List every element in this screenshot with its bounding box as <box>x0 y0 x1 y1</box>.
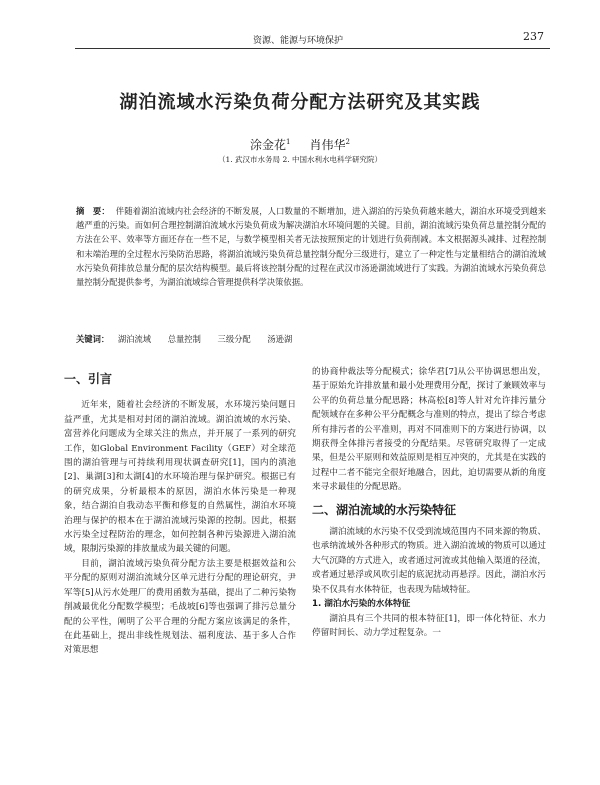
running-header <box>75 30 550 49</box>
author-list <box>0 136 600 153</box>
section-heading-characteristics: 二、湖泊流域的水污染特征 <box>312 502 457 517</box>
author-name: 肖伟华 <box>309 138 346 152</box>
author-name: 涂金花 <box>249 138 286 152</box>
right-column <box>312 365 546 640</box>
left-column <box>64 370 296 658</box>
author-affil-marker: 2 <box>345 138 351 146</box>
abstract-text: 伴随着湖泊流域内社会经济的不断发展，人口数量的不断增加，进入湖泊的污染负荷越来越大，湖泊水环境受到越来越严重的污染。而如何合理控制湖泊流域水污染负荷成为解决湖泊水环境问题的关键。目前，湖泊流域污染负荷总量控制分配的方法在公平、效率等方面还存在一些不足，与数学模型相关者无法按照预定的计划进行负荷削减。本文根据源头减排、过程控制和末端治理的全过程水污染防治思路，将湖泊流域污染负荷总量控制分配分三级进行，建立了一种定性与定量相结合的湖泊流域水污染负荷排放总量分配的层次结构模型。最后将该控制分配的过程在武汉市汤逊湖流域进行了实践。为湖泊流域水污染负荷总量控制分配提供参考，为湖泊流域综合管理提供科学决策依据。 <box>76 206 546 288</box>
body-paragraph: 湖泊流域的水污染不仅受到流域范围内不同来源的物质、也承纳流域外各种形式的物质。进入湖泊流域的物质可以通过大气沉降的方式进入，或者通过河流或其他输入渠道的径流，或者通过悬浮或风吹引起的底泥扰动再悬浮。因此，湖泊水污染不仅具有水体特征，也表现为陆域特征。 <box>312 527 546 595</box>
keyword: 三级分配 <box>217 334 251 344</box>
section-heading-introduction: 一、引言 <box>64 372 113 386</box>
abstract <box>76 204 546 289</box>
subsection-heading: 1. 湖泊水污染的水体特征 <box>312 599 411 610</box>
keywords <box>76 333 546 345</box>
keyword: 湖泊流域 <box>117 334 152 344</box>
body-paragraph: 近年来，随着社会经济的不断发展，水环境污染问题日益严重，尤其是相对封闭的湖泊流域。湖泊流域的水污染、富营养化问题成为全球关注的焦点，并开展了一系列的研究工作，如Global Environment Facility（GEF）对全球范围的湖泊管理与可持续利用现状调查研究[1]，国内的滇池[2]、巢湖[3]和太湖[4]的水环境治理与保护研究。根据已有的研究成果，分析最根本的原因，湖泊水体污染是一种现象，结合湖泊自我动态平衡和修复的自然属性，湖泊水环境治理与保护的根本在于湖泊流域污染源的控制。因此，根据水污染全过程防治的理念，如何控制各种污染源进入湖泊流域，限制污染源的排放量成为最关键的问题。 <box>64 400 296 555</box>
body-paragraph: 目前，湖泊流域污染负荷分配方法主要是根据效益和公平分配的原则对湖泊流域分区单元进行分配的理论研究，尹军等[5]从污水处理厂的费用函数为基础，提出了二种污染物削减最优化分配数学模型；毛战坡[6]等也强调了排污总量分配的公平性，阐明了公平合理的分配方案应该满足的条件，在此基础上，提出非线性规划法、福利度法、基于多人合作对策思想 <box>64 558 296 656</box>
page-number: 237 <box>523 30 544 43</box>
affiliation: （1. 武汉市水务局 2. 中国水利水电科学研究院） <box>218 155 382 164</box>
body-paragraph: 湖泊具有三个共同的根本特征[1]，即一体化特征、水力停留时间长、动力学过程复杂。一 <box>312 613 546 638</box>
body-paragraph: 的协商仲裁法等分配模式；徐华君[7]从公平协调思想出发，基于原始允许排放量和最小处理费用分配，探讨了兼顾效率与公平的负荷总量分配思路；林高松[8]等人针对允许排污量分配领域存在多种公平分配概念与准则的特点，提出了综合考虑所有排污者的公平准则，再对不同准则下的方案进行协调，以期获得全体排污者接受的分配结果。尽管研究取得了一定成果，但是公平原则和效益原则是相互冲突的，尤其是在实践的过程中二者不能完全很好地融合，因此，迫切需要从新的角度来寻求最佳的分配思路。 <box>312 367 546 493</box>
paper-title: 湖泊流域水污染负荷分配方法研究及其实践 <box>119 92 481 113</box>
author-affil-marker: 1 <box>285 138 291 146</box>
keyword: 汤逊湖 <box>267 334 293 344</box>
journal-name: 资源、能源与环境保护 <box>253 36 344 46</box>
abstract-label: 摘 要： <box>76 206 110 216</box>
keywords-label: 关键词： <box>76 334 110 344</box>
keyword: 总量控制 <box>167 334 201 344</box>
